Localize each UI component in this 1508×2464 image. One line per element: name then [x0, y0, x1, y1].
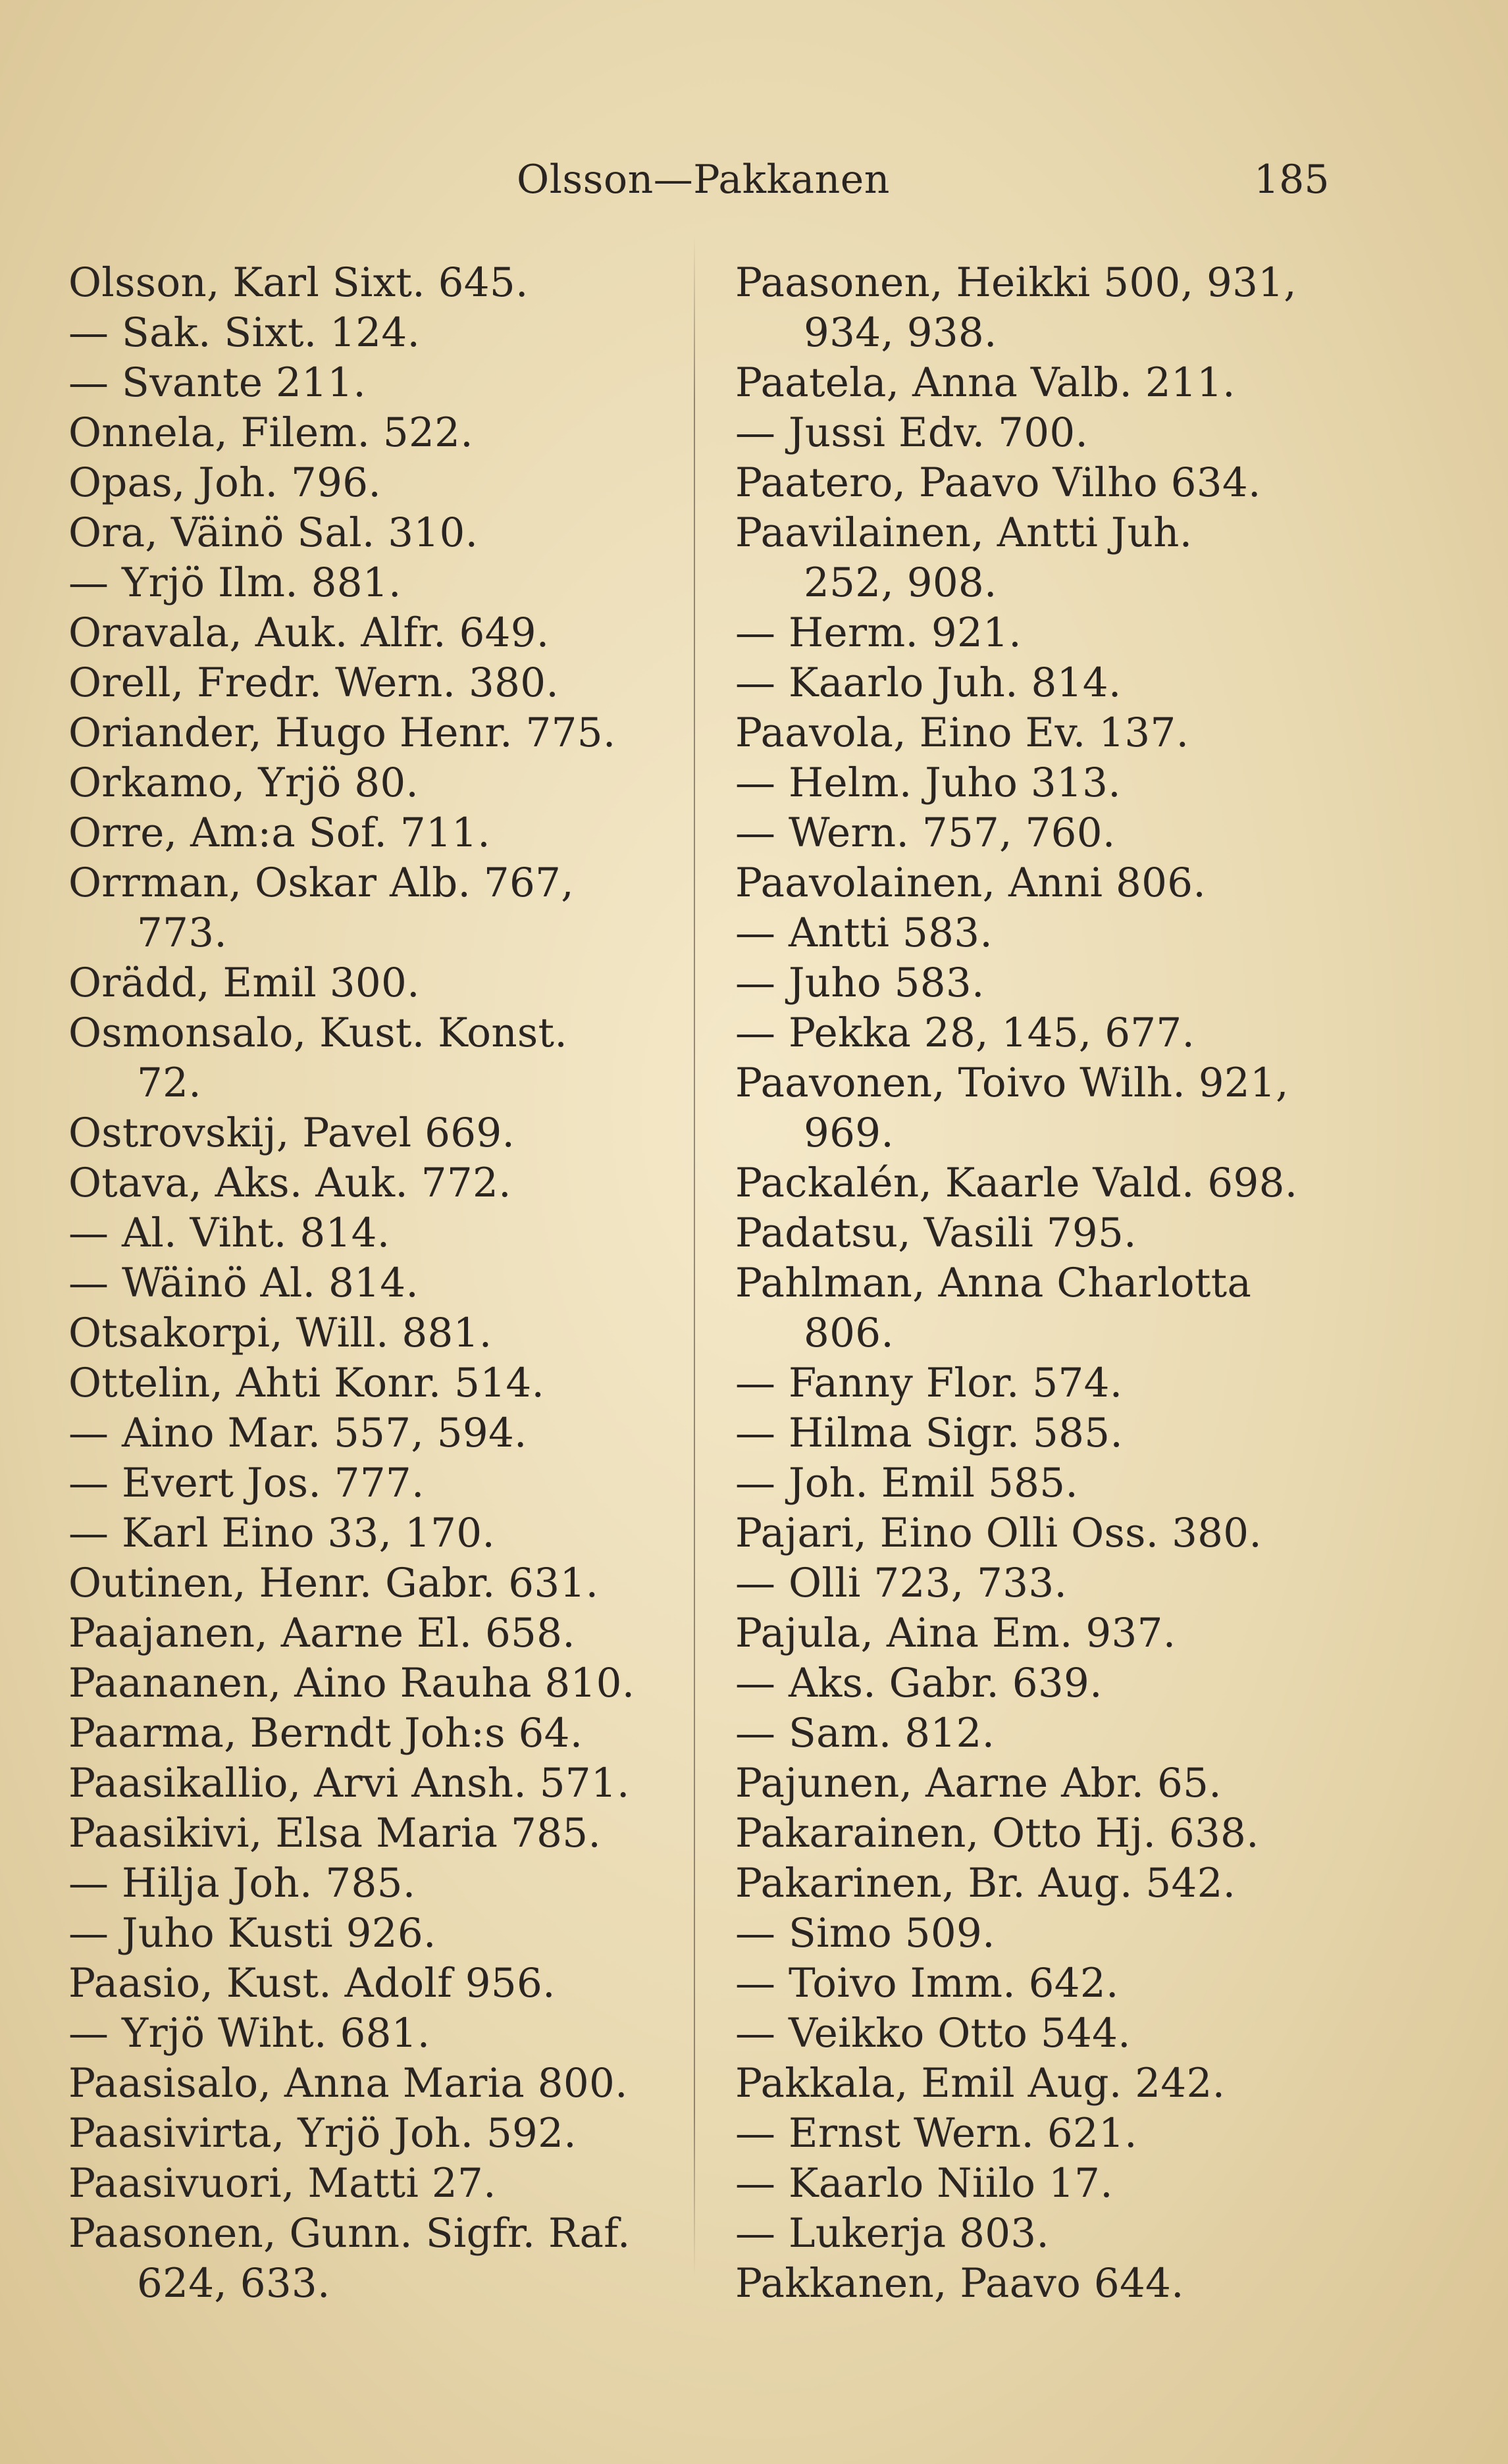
index-entry: Paajanen, Aarne El. 658.	[68, 1610, 575, 1656]
index-entry: Osmonsalo, Kust. Konst.	[68, 1010, 568, 1056]
index-entry: Orre, Am:a Sof. 711.	[68, 809, 490, 856]
index-entry: — Yrjö Wiht. 681.	[68, 2010, 430, 2057]
index-entry: Paarma, Berndt Joh:s 64.	[68, 1710, 583, 1757]
index-entry: Paatela, Anna Valb. 211.	[735, 359, 1235, 406]
index-entry: — Aino Mar. 557, 594.	[68, 1410, 527, 1456]
index-entry: Outinen, Henr. Gabr. 631.	[68, 1560, 599, 1606]
index-entry: Ora, Väinö Sal. 310.	[68, 509, 479, 556]
index-entry: Paavola, Eino Ev. 137.	[735, 709, 1189, 756]
left-column	[68, 258, 694, 2309]
index-entry: Paasivirta, Yrjö Joh. 592.	[68, 2110, 577, 2157]
index-entry: Paasikallio, Arvi Ansh. 571.	[68, 1760, 630, 1807]
index-entry: Ostrovskij, Pavel 669.	[68, 1110, 515, 1156]
index-entry: — Kaarlo Juh. 814.	[735, 659, 1122, 706]
index-entry: Pakkala, Emil Aug. 242.	[735, 2060, 1226, 2107]
index-entry: Olsson, Karl Sixt. 645.	[68, 259, 529, 306]
index-entry: Paasikivi, Elsa Maria 785.	[68, 1810, 602, 1857]
index-entry: — Kaarlo Niilo 17.	[735, 2160, 1113, 2207]
index-entry: Onnela, Filem. 522.	[68, 409, 473, 456]
index-entry: — Evert Jos. 777.	[68, 1460, 425, 1506]
index-entry: — Toivo Imm. 642.	[735, 1960, 1119, 2007]
index-entry: — Simo 509.	[735, 1910, 995, 1957]
index-entry: — Hilma Sigr. 585.	[735, 1410, 1124, 1456]
index-entry: — Sam. 812.	[735, 1710, 995, 1757]
column-divider	[694, 237, 695, 2277]
index-entry: Paasivuori, Matti 27.	[68, 2160, 496, 2207]
entry-continuation: 624, 633.	[137, 2260, 330, 2307]
index-entry: — Juho Kusti 926.	[68, 1910, 436, 1957]
index-entry: Pahlman, Anna Charlotta	[735, 1260, 1252, 1306]
index-entry: Paasio, Kust. Adolf 956.	[68, 1960, 556, 2007]
index-entry: — Al. Viht. 814.	[68, 1210, 390, 1256]
index-entry: Pakarainen, Otto Hj. 638.	[735, 1810, 1259, 1857]
index-entry: — Helm. Juho 313.	[735, 759, 1121, 806]
index-entry: — Sak. Sixt. 124.	[68, 309, 421, 356]
index-entry: — Lukerja 803.	[735, 2210, 1050, 2257]
index-entry: — Fanny Flor. 574.	[735, 1360, 1123, 1406]
index-entry: — Wern. 757, 760.	[735, 809, 1116, 856]
entry-continuation: 252, 908.	[804, 559, 997, 606]
index-entry: Oriander, Hugo Henr. 775.	[68, 709, 616, 756]
index-entry: — Olli 723, 733.	[735, 1560, 1068, 1606]
index-entry: Otsakorpi, Will. 881.	[68, 1310, 492, 1356]
index-entry: — Wäinö Al. 814.	[68, 1260, 419, 1306]
index-entry: — Juho 583.	[735, 960, 985, 1006]
index-entry: Paasonen, Heikki 500, 931,	[735, 259, 1297, 306]
index-entry: Pakkanen, Paavo 644.	[735, 2260, 1184, 2307]
index-entry: Pajula, Aina Em. 937.	[735, 1610, 1176, 1656]
index-entry: Pajunen, Aarne Abr. 65.	[735, 1760, 1222, 1807]
index-entry: — Antti 583.	[735, 910, 993, 956]
index-entry: Pajari, Eino Olli Oss. 380.	[735, 1510, 1262, 1556]
index-entry: Paatero, Paavo Vilho 634.	[735, 459, 1261, 506]
index-entry: Paasisalo, Anna Maria 800.	[68, 2060, 628, 2107]
entry-continuation: 934, 938.	[804, 309, 997, 356]
entry-continuation: 969.	[804, 1110, 895, 1156]
index-entry: Orädd, Emil 300.	[68, 960, 420, 1006]
index-entry: Oravala, Auk. Alfr. 649.	[68, 609, 550, 656]
entry-continuation: 773.	[137, 910, 228, 956]
index-entry: — Jussi Edv. 700.	[735, 409, 1089, 456]
index-entry: Ottelin, Ahti Konr. 514.	[68, 1360, 545, 1406]
page-number: 185	[1254, 157, 1330, 203]
index-entry: Packalén, Kaarle Vald. 698.	[735, 1160, 1298, 1206]
index-entry: — Veikko Otto 544.	[735, 2010, 1131, 2057]
running-header	[0, 150, 1508, 209]
index-entry: — Herm. 921.	[735, 609, 1022, 656]
index-entry: — Karl Eino 33, 170.	[68, 1510, 496, 1556]
index-entry: Orkamo, Yrjö 80.	[68, 759, 419, 806]
index-entry: — Joh. Emil 585.	[735, 1460, 1079, 1506]
index-entry: Paavolainen, Anni 806.	[735, 860, 1207, 906]
index-entry: Padatsu, Vasili 795.	[735, 1210, 1137, 1256]
right-column	[735, 258, 1393, 2309]
entry-continuation: 806.	[804, 1310, 895, 1356]
index-entry: Paavonen, Toivo Wilh. 921,	[735, 1060, 1289, 1106]
index-entry: — Svante 211.	[68, 359, 367, 406]
index-entry: — Ernst Wern. 621.	[735, 2110, 1137, 2157]
entry-continuation: 72.	[137, 1060, 201, 1106]
page-title: Olsson—Pakkanen	[517, 157, 890, 203]
index-entry: Paananen, Aino Rauha 810.	[68, 1660, 635, 1707]
index-entry: Opas, Joh. 796.	[68, 459, 382, 506]
index-entry: Pakarinen, Br. Aug. 542.	[735, 1860, 1236, 1907]
index-entry: — Hilja Joh. 785.	[68, 1860, 416, 1907]
index-entry: Orrman, Oskar Alb. 767,	[68, 860, 574, 906]
index-entry: — Pekka 28, 145, 677.	[735, 1010, 1195, 1056]
index-entry: — Aks. Gabr. 639.	[735, 1660, 1103, 1707]
index-entry: Paavilainen, Antti Juh.	[735, 509, 1193, 556]
index-entry: Orell, Fredr. Wern. 380.	[68, 659, 559, 706]
index-entry: — Yrjö Ilm. 881.	[68, 559, 402, 606]
index-entry: Otava, Aks. Auk. 772.	[68, 1160, 511, 1206]
index-entry: Paasonen, Gunn. Sigfr. Raf.	[68, 2210, 631, 2257]
